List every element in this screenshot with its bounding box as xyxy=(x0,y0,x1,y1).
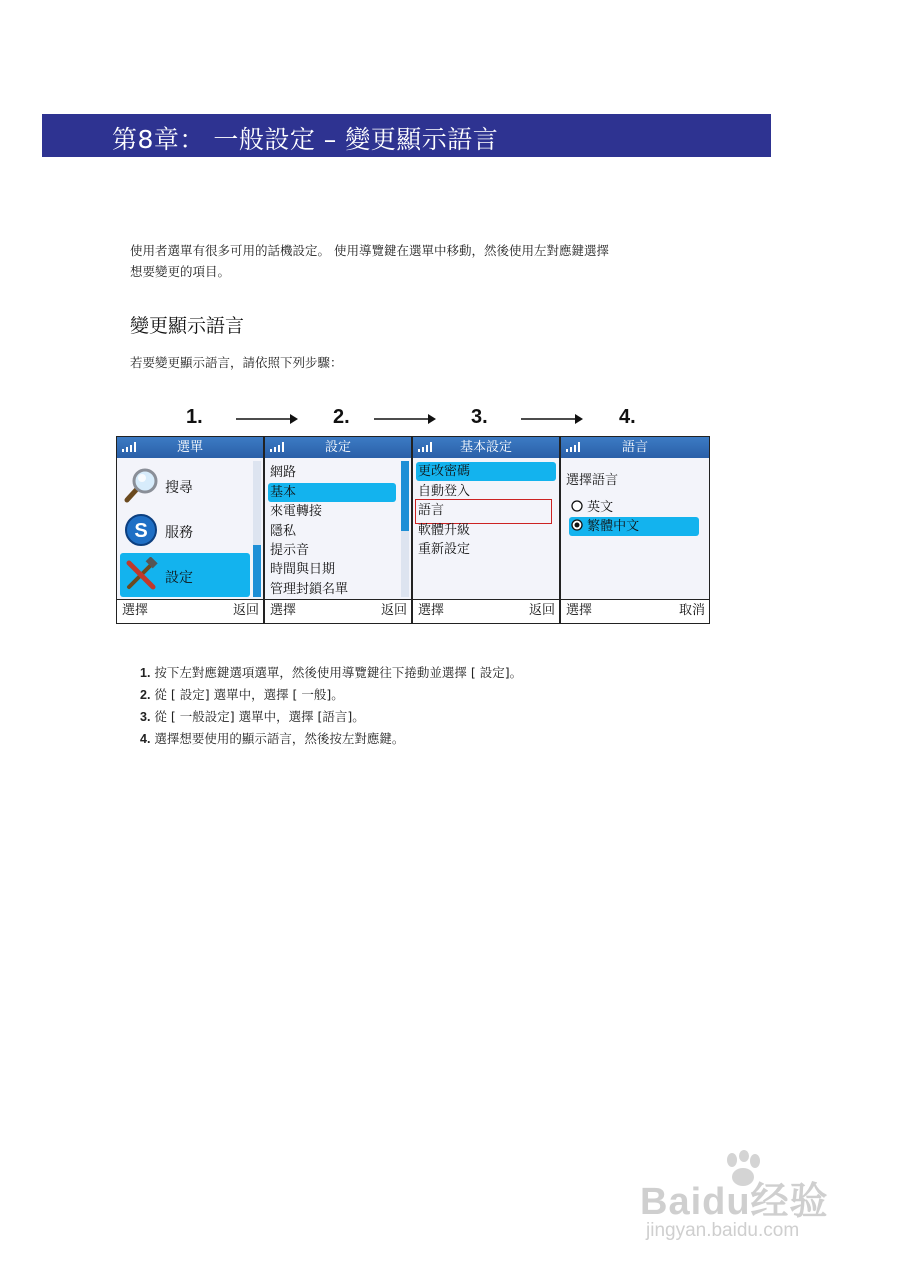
skype-icon xyxy=(123,512,159,548)
menu-item-label: 服務 xyxy=(165,525,193,541)
left-soft-key[interactable]: 選擇 xyxy=(566,603,593,618)
intro-line: 想要變更的項目。 xyxy=(130,264,231,279)
screen-header xyxy=(413,437,559,458)
chapter-title: 第8章： 一般設定 – 變更顯示語言 xyxy=(112,125,499,154)
section-heading: 變更顯示語言 xyxy=(130,315,245,337)
menu-item-software-upgrade[interactable]: 軟體升級 xyxy=(418,523,471,538)
step-item xyxy=(140,662,522,684)
menu-item-call-forwarding[interactable]: 來電轉接 xyxy=(270,504,323,519)
magnifier-icon xyxy=(123,467,159,503)
language-option-traditional-chinese[interactable] xyxy=(569,517,699,536)
menu-item-ringtone[interactable]: 提示音 xyxy=(270,543,310,558)
soft-key-bar xyxy=(265,599,411,623)
intro-paragraph xyxy=(130,240,730,282)
watermark-brand: Baidu经验 xyxy=(640,1181,829,1223)
menu-item-network[interactable]: 網路 xyxy=(270,465,297,480)
option-label: 英文 xyxy=(587,500,614,515)
soft-key-bar xyxy=(117,599,263,623)
soft-key-bar xyxy=(561,599,709,623)
menu-item-label: 設定 xyxy=(165,570,193,586)
menu-item-label: 搜尋 xyxy=(165,480,193,496)
arrow-right-icon xyxy=(521,413,583,425)
step-item-number: 1. xyxy=(140,666,151,680)
menu-item-basic[interactable]: 基本 xyxy=(268,483,396,502)
step-item-text: 按下左對應鍵選項選單，然後使用導覽鍵往下捲動並選擇 [ 設定]。 xyxy=(150,665,523,680)
left-soft-key[interactable]: 選擇 xyxy=(122,603,149,618)
language-prompt: 選擇語言 xyxy=(566,473,619,488)
phone-screen-language xyxy=(560,436,710,624)
arrow-right-icon xyxy=(374,413,436,425)
step-item-number: 2. xyxy=(140,688,151,702)
screen-header xyxy=(265,437,411,458)
scrollbar[interactable] xyxy=(253,461,261,597)
menu-item-services[interactable] xyxy=(120,508,250,552)
menu-item-settings[interactable] xyxy=(120,553,250,597)
phone-screen-settings xyxy=(264,436,412,624)
step-number-1: 1. xyxy=(186,406,203,428)
menu-item-auto-login[interactable]: 自動登入 xyxy=(418,484,471,499)
menu-item-date-time[interactable]: 時間與日期 xyxy=(270,562,336,577)
right-soft-key[interactable]: 返回 xyxy=(380,603,407,618)
step-number-4: 4. xyxy=(619,406,636,428)
screen-title: 設定 xyxy=(324,440,351,455)
step-item-number: 4. xyxy=(140,732,151,746)
signal-icon xyxy=(122,442,136,452)
phone-screen-menu xyxy=(116,436,264,624)
step-item-text: 選擇想要使用的顯示語言，然後按左對應鍵。 xyxy=(150,731,405,746)
menu-item-privacy[interactable]: 隱私 xyxy=(270,524,297,539)
step-item-text: 從 [ 設定] 選單中，選擇 [ 一般]。 xyxy=(150,687,344,702)
signal-icon xyxy=(418,442,432,452)
right-soft-key[interactable]: 返回 xyxy=(232,603,259,618)
arrow-right-icon xyxy=(236,413,298,425)
step-item-number: 3. xyxy=(140,710,151,724)
screen-title: 選單 xyxy=(176,440,203,455)
tools-icon xyxy=(123,557,159,593)
menu-item-change-password[interactable]: 更改密碼 xyxy=(416,462,556,481)
option-label: 繁體中文 xyxy=(587,519,640,534)
step-item xyxy=(140,684,522,706)
menu-item-language[interactable]: 語言 xyxy=(418,503,445,518)
scrollbar[interactable] xyxy=(401,461,409,597)
watermark-url: jingyan.baidu.com xyxy=(646,1220,800,1241)
left-soft-key[interactable]: 選擇 xyxy=(270,603,297,618)
signal-icon xyxy=(270,442,284,452)
radio-unselected-icon xyxy=(571,500,583,512)
menu-item-search[interactable] xyxy=(120,463,250,507)
step-number-3: 3. xyxy=(471,406,488,428)
soft-key-bar xyxy=(413,599,559,623)
baidu-watermark xyxy=(640,1150,870,1250)
menu-item-reset[interactable]: 重新設定 xyxy=(418,542,471,557)
radio-selected-icon xyxy=(571,519,583,531)
step-item xyxy=(140,706,522,728)
screen-title: 基本設定 xyxy=(459,440,512,455)
section-subtitle: 若要變更顯示語言，請依照下列步驟： xyxy=(130,355,343,370)
step-number-2: 2. xyxy=(333,406,350,428)
screen-header xyxy=(117,437,263,458)
signal-icon xyxy=(566,442,580,452)
step-item-text: 從 [ 一般設定] 選單中，選擇 [語言]。 xyxy=(150,709,365,724)
step-item xyxy=(140,728,522,750)
screen-title: 語言 xyxy=(621,440,648,455)
menu-item-block-list[interactable]: 管理封鎖名單 xyxy=(270,582,349,597)
right-soft-key[interactable]: 返回 xyxy=(528,603,555,618)
chapter-header xyxy=(42,114,771,157)
phone-screen-basic-settings xyxy=(412,436,560,624)
right-soft-key[interactable]: 取消 xyxy=(678,603,705,618)
intro-line: 使用者選單有很多可用的話機設定。 使用導覽鍵在選單中移動，然後使用左對應鍵選擇 xyxy=(130,243,609,258)
svg-text:S: S xyxy=(134,520,148,542)
screen-header xyxy=(561,437,709,458)
left-soft-key[interactable]: 選擇 xyxy=(418,603,445,618)
steps-list xyxy=(140,662,522,750)
language-option-english[interactable] xyxy=(571,498,613,517)
